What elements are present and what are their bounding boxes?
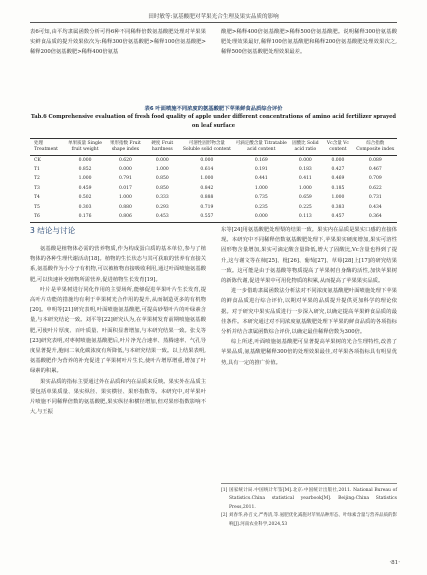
header-cell: 果形指数 Fruit shape index <box>106 139 145 156</box>
header-cell: 综合指数 Composite index <box>354 139 397 156</box>
header-cell: Vc含量 Vc content <box>322 139 353 156</box>
table-row <box>30 184 397 193</box>
table-cell: 0.620 <box>118 157 132 163</box>
table-cell: 0.735 <box>254 195 268 201</box>
table-cell: 0.383 <box>331 204 345 210</box>
table-cell: 0.333 <box>155 195 169 201</box>
table-cell: 1.000 <box>78 176 92 182</box>
header-cell: 处理 Treatment <box>30 139 64 156</box>
table-cell: CK <box>34 157 41 163</box>
table-row <box>30 165 397 174</box>
table-cell: 0.441 <box>254 176 268 182</box>
table-cell: 0.880 <box>118 204 132 210</box>
right-column-bottom <box>221 225 397 368</box>
paragraph: 进一步借助隶属函数法分析法对不同浓度氨基酸肥叶面喷施处理下苹果的鲜食品质进行综合评价,以期对苹果的品质提升提供更加科学的理论依据。对于研究中果实品质进行一步深入研究,以确定提高苹果鲜食品质的最佳条件。本研究通过对不同浓度氨基酸肥处理下苹果的鲜食品质的各项指标分析并结合隶属函数综合评价,以确定最佳稀释倍数为300倍。 <box>221 288 397 336</box>
table-cell: T6 <box>34 213 40 219</box>
table-cell: 0.622 <box>368 185 382 191</box>
references-rule <box>221 483 397 484</box>
paragraph: 酸肥>稀释400倍氨基酸肥>稀释500倍氨基酸肥。说明稀释300倍氨基酸肥处理效果最好,稀释100倍氨基酸肥和稀释200倍氨基酸肥处理效果次之,稀释500倍氨基酸肥处理效果最差。 <box>221 29 397 56</box>
table-cell: 0.457 <box>331 213 345 219</box>
table-cell: 0.000 <box>254 213 268 219</box>
paragraph: 叶片是苹果树进行同化作用的主要场所,能够促进苹果叶片生长发育,提高叶片功能的措施均有利于苹果树光合作用的提升,从而制造更多的有机物[20]。申明等[21]研究表明,叶面喷施氨基酸肥,可提高砂梨叶片的叶绿素含量,与本研究结论一致。刘平等[22]研究认为,在苹果树发育前期喷施氨基酸肥,可使叶片厚度、百叶质量、叶面积显著增加,与本研究结果一致。张戈等[23]研究表明,对枣树喷施氨基酸肥后,叶片净光合速率、蒸腾速率、气孔导度显著提升,胞间二氧化碳浓度有所降低,与本研究结果一致。以上结果表明,氨基酸肥作为营养的补充促进了苹果树叶片生长,使叶片增厚增重,增加了叶绿素的积累。 <box>30 286 206 375</box>
table-cell: 0.225 <box>298 204 312 210</box>
left-column-bottom <box>30 244 206 417</box>
table-cell: 0.709 <box>368 176 382 182</box>
table-cell: 0.000 <box>155 157 169 163</box>
section-title: 3 结论与讨论 <box>30 226 76 235</box>
table-cell: 0.459 <box>78 185 92 191</box>
right-column-top <box>221 27 397 58</box>
table-cell: 0.791 <box>118 176 132 182</box>
table-cell: 0.731 <box>368 195 382 201</box>
table-cell: 0.000 <box>78 157 92 163</box>
table-cell: 0.364 <box>368 213 382 219</box>
table-cell: 1.000 <box>200 176 214 182</box>
table-row <box>30 194 397 203</box>
table-cell: T5 <box>34 204 40 210</box>
table-cell: 0.719 <box>200 204 214 210</box>
table-cell: 0.427 <box>331 167 345 173</box>
table-cell: 0.502 <box>78 195 92 201</box>
table-cell: T4 <box>34 195 40 201</box>
table-cell: 0.293 <box>155 204 169 210</box>
table-caption-zh: 表6 叶面喷施不同浓度的氨基酸肥下苹果鲜食品质综合评价 <box>144 106 283 112</box>
reference-item: [2] 刘春华,孙召文,严秀清,等.氨肥优化减施对苹果品种形态、叶绿素含量与营养品质的影响[J].河南农业科学,2024,53 <box>221 513 397 527</box>
table-body <box>30 156 397 223</box>
reference-item: [1] 国家统计局.中国统计年鉴[M].北京:中国统计出版社,2011. National Bureau of Statistics.China statistical yearbook[M]. Beijing:China Statistics Press,2011. <box>221 488 397 510</box>
running-header: 田时敏等:氨基酸肥对苹果光合生理及果实品质的影响 <box>148 14 279 20</box>
table-cell: 0.000 <box>200 157 214 163</box>
paragraph: 果实品质的指标主要通过外在品质和内在品质来反映。果实外在品质主要包括单果质量、果实纵径、果实横径、果形指数等。本研究中,对苹果叶片喷施不同稀释倍数的氨基酸肥,果实纵径和横径增加,但对果形指数影响不大,与王振 <box>30 378 206 416</box>
table-cell: 0.113 <box>298 213 312 219</box>
table-cell: 0.185 <box>331 185 345 191</box>
table-cell: 0.089 <box>368 157 382 163</box>
table-cell: 1.000 <box>155 167 169 173</box>
table-cell: 0.434 <box>368 204 382 210</box>
table-cell: 0.842 <box>200 185 214 191</box>
table-row <box>30 156 397 166</box>
table-row <box>30 203 397 212</box>
table-row <box>30 212 397 222</box>
header-rule <box>30 22 397 23</box>
table-cell: 0.453 <box>155 213 169 219</box>
evaluation-table <box>30 138 397 223</box>
table-cell: 0.850 <box>155 176 169 182</box>
table-cell: 0.659 <box>298 195 312 201</box>
page-number: ·81· <box>389 560 400 566</box>
table-cell: 0.235 <box>254 204 268 210</box>
table-row <box>30 175 397 184</box>
paragraph: 氨基酸是植物体必需的营养物质,作为构成蛋白质的基本单位,参与了植物体的各种生理代谢活动[18]。植物的生长状态与其可获取的营养有直接关系,氨基酸作为小分子有机物,可以被植物直接吸收利用,通过叶面喷施氨基酸肥,可以快速补充植物所需营养,促进植物生长发育[19]。 <box>30 246 206 283</box>
header-cell: 可滴定酸含量 Titratable acid content <box>234 139 288 156</box>
table-cell: 0.176 <box>78 213 92 219</box>
table-cell: 0.169 <box>254 157 268 163</box>
table-cell: 0.852 <box>78 167 92 173</box>
table-cell: 0.000 <box>298 157 312 163</box>
table-cell: T1 <box>34 167 40 173</box>
table-cell: 1.000 <box>298 185 312 191</box>
table-cell: 0.183 <box>298 167 312 173</box>
header-cell: 可溶性固形物含量 Soluble solid content <box>180 139 234 156</box>
table-cell: 0.557 <box>200 213 214 219</box>
paragraph: 综上所述,叶面喷施氨基酸肥可显著提高苹果树的光合生理特性,改善了苹果品质,氨基酸肥稀释300倍的处理效果最佳,对苹果各项指标具有明显优势,具有一定的推广价值。 <box>221 339 397 366</box>
paragraph: 东等[24]用氨基酸肥处理梨的结果一致。果实内在品质是果实口感的直接体现。本研究中不同稀释倍数氨基酸肥处理下,苹果果实硬度增加,果实可溶性固形物含量增加,果实可滴定酸含量降低,增大了固酸比,Vc含量也得到了提升,这与谢文等在柿[25]、枇[26]、葡萄[27]、草莓[28]上[17]的研究结果一致。这可能是由于氨基酸等物质提高了苹果树自身酶的活性,加快苹果树的新陈代谢,促进苹果中可用化物质的积累,从而提高了苹果果实品质。 <box>221 227 397 285</box>
table-cell: 0.888 <box>200 195 214 201</box>
table-cell: 0.411 <box>298 176 312 182</box>
table-cell: 0.469 <box>331 176 345 182</box>
table-cell: T3 <box>34 185 40 191</box>
table-cell: 1.000 <box>118 195 132 201</box>
header-cell: 固酸比 Solid acid ratio <box>288 139 322 156</box>
header-cell: 硬度 Fruit hardness <box>145 139 180 156</box>
references <box>221 487 397 529</box>
table-cell: 0.191 <box>254 167 268 173</box>
table-cell: 0.000 <box>118 167 132 173</box>
header-cell: 单果质量 Single fruit weight <box>64 139 106 156</box>
table-cell: 0.303 <box>78 204 92 210</box>
paragraph: 表6可知,由平均隶属函数分析可得6种不同稀释倍数氨基酸肥处理对苹果果实鲜食品质的提升效果依次为:稀释300倍氨基酸肥>稀释100倍氨基酸肥>稀释200倍氨基酸肥>稀释400倍氨基 <box>30 29 206 56</box>
table-cell: T2 <box>34 176 40 182</box>
table-cell: 0.806 <box>118 213 132 219</box>
table-header-row <box>30 139 397 156</box>
table-cell: 0.850 <box>155 185 169 191</box>
table-cell: 0.467 <box>368 167 382 173</box>
table-cell: 0.017 <box>118 185 132 191</box>
table-cell: 1.000 <box>331 195 345 201</box>
left-column-top <box>30 27 206 58</box>
table-caption-en: Tab.6 Comprehensive evaluation of fresh food quality of apple under different concentrations of amino acid fertilizer sprayed on leaf surface <box>30 114 397 129</box>
table-cell: 0.000 <box>331 157 345 163</box>
table-cell: 1.000 <box>254 185 268 191</box>
table-cell: 0.614 <box>200 167 214 173</box>
